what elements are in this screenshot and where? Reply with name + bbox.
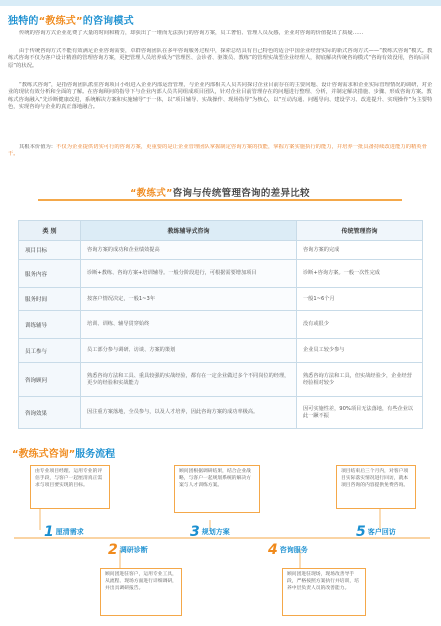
cell-text: 因可实施性差，90%项目无法落地，有些企业以此一蹶不振 [302, 405, 414, 419]
table-row [19, 241, 423, 260]
step-text: 厘清需求 [55, 528, 84, 536]
header-traditional: 传统管理咨询 [296, 221, 422, 241]
step-2-label [108, 542, 148, 558]
section-title [8, 12, 134, 27]
title-prefix: 独特的 [8, 16, 39, 27]
step-3-box: 顾问团根据调研结果，结合企业战略，与客户一起规划系统的解决方案与人才训练方案。 [174, 465, 260, 513]
paragraph-4 [8, 144, 433, 168]
cell-text: 培训、训练、辅导贯穿始终 [87, 321, 150, 327]
title-underline [38, 199, 402, 201]
row-traditional [296, 397, 422, 429]
step-number: 5 [356, 524, 366, 540]
row-coaching [81, 339, 297, 363]
flow-title-quote: “教练式咨询” [12, 449, 76, 460]
row-traditional [296, 288, 422, 311]
table-row [19, 288, 423, 311]
step-text: 调研诊断 [119, 546, 148, 554]
row-traditional [296, 363, 422, 397]
cell-text: 诊断+咨询方案。一般一次性完成 [302, 270, 380, 276]
row-coaching [81, 260, 297, 288]
cell-text: 企业员工较少参与 [302, 347, 345, 353]
row-traditional [296, 260, 422, 288]
table-title-rest: 咨询与传统管理咨询的差异比较 [172, 188, 310, 199]
row-coaching [81, 397, 297, 429]
table-title-quote: “教练式” [130, 188, 173, 199]
step-number: 1 [44, 524, 54, 540]
cell-text: 因注重方案落地，全员参与，以及人才培养，因此咨询方案的成功率极高。 [87, 409, 259, 415]
paragraph-3: “教练式咨询”，是指咨询团队派驻咨询项目小组进入企业内部运营管理，与企业内部相关人员共同探讨企业目前存在的主要问题、设计咨询需求和企业实际管理情况的调研，对企业的现状有效分析和全面的了解。在咨询顾问的指导下与企业内部人员共同组成项目团队，针对企业目前管理存在的问题进行整理、分析，并制定解决措施、步骤、形成咨询方案。教练式咨询融入“先诊断健康改进，系统解决方案和实施辅导”于一体，以“项目辅导、实战操作、现场指导”为核心，以“互动沟通、问题导向、建设学习、改进提升、实现操作”为主要特色，实现咨询与企业的真正落地融合。 [8, 82, 433, 111]
row-coaching [81, 311, 297, 339]
step-text: 咨询服务 [279, 546, 308, 554]
top-bar [0, 0, 441, 6]
cell-text: 咨询方案的成功和企业绩效提高 [87, 246, 160, 253]
comparison-table [18, 220, 423, 429]
step-text: 规划方案 [201, 528, 230, 536]
step-4-box: 顾问团进驻现场，现场改善导手段，严格按照方案执行并培训，培养中层负责人员的改善能力。 [282, 568, 366, 616]
cell-text: 诊断+教练、咨询方案+培训辅导。一般分阶段进行，可根据需要增加项目 [87, 270, 257, 276]
step-1-box: 由专业项目经理、运用专业的评估手段，与客户一起厘清真正需求与项目要实现的目标。 [30, 465, 110, 509]
step-number: 4 [268, 542, 278, 558]
title-suffix: 的咨询模式 [82, 16, 134, 27]
cell-text: 按客户情况决定，一般1~3年 [87, 295, 156, 302]
table-row [19, 311, 423, 339]
row-category: 项目目标 [19, 241, 81, 260]
flow-title [12, 445, 115, 460]
value-lead: 其根本价值为： [19, 144, 57, 150]
flow-title-rest: 服务流程 [75, 449, 116, 460]
row-category: 服务时间 [19, 288, 81, 311]
row-category: 员工参与 [19, 339, 81, 363]
step-2-box: 顾问团进驻客户，运用专业工具，从流程、现场方面进行详细调研，并出具调研报告。 [100, 568, 182, 616]
cell-text: 咨询方案的完成 [302, 246, 340, 253]
cell-text: 员工部分参与调研、访谈、方案的策划 [87, 347, 176, 353]
row-traditional [296, 311, 422, 339]
paragraph-2: 由于传统咨询方式不能有效满足企业咨询需要，卓群咨询团队在多年咨询服务过程中，探索总结具有自己特色的适合中国企业经营实际的新式咨询方式——“教练式咨询”模式。教练式咨询不仅为客户设计精准的管理咨询方案，更把管理人员培养成为“管理医、会诊者、驱策员、教练”的管理实战型企业经理人，彻底解决传统咨询模式“咨询有效没用，咨询后回原”的状况。 [8, 48, 433, 69]
cell-text: 没有或很少 [302, 321, 329, 327]
row-coaching [81, 288, 297, 311]
cell-text: 熟悉咨询方法和工具、重具较强的实战经验，都有在一定企业做过多个不同岗位的经理，更少的经验和实战能力 [87, 372, 290, 386]
cell-text: 一般1~6个月 [302, 295, 335, 302]
cell-text: 熟悉咨询方法和工具，但实战经验少，企业经营经验相对较少 [302, 372, 412, 386]
title-quote: “教练式” [38, 16, 83, 27]
row-traditional [296, 339, 422, 363]
table-title [18, 185, 422, 199]
step-1-label [44, 524, 84, 540]
header-coaching: 教练辅导式咨询 [81, 221, 297, 241]
step-5-label [356, 524, 396, 540]
table-row [19, 260, 423, 288]
step-number: 2 [108, 542, 118, 558]
row-category: 服务内容 [19, 260, 81, 288]
step-4-label [268, 542, 308, 558]
table-row [19, 339, 423, 363]
paragraph-1: 传统的咨询方式企业花费了大量的时间和精力，却获出了一堆而无法执行的咨询方案，员工奢怕、管理人员反感，企业对咨询的价值提出了质疑…… [19, 30, 364, 36]
table-header-row [19, 221, 423, 241]
row-coaching [81, 241, 297, 260]
row-category: 咨询顾问 [19, 363, 81, 397]
row-traditional [296, 241, 422, 260]
step-number: 3 [190, 524, 200, 540]
table-row [19, 397, 423, 429]
row-category: 训练辅导 [19, 311, 81, 339]
row-category: 咨询效果 [19, 397, 81, 429]
step-text: 客户回访 [367, 528, 396, 536]
row-coaching [81, 363, 297, 397]
value-highlight: 不仅为企业提供切实可行的咨询方案，更重要的是让企业管理团队掌握制定咨询方案的技能，掌握方案实施执行的能力，并培养一批具备持续改进能力的精英骨干。 [8, 144, 427, 158]
step-3-label [190, 524, 230, 540]
table-row [19, 363, 423, 397]
header-category: 类 别 [19, 221, 81, 241]
step-5-box: 项目结束后三个月内，对客户项目实际落实情况进行回访，就本项目咨询的内容提供免费咨询。 [336, 465, 416, 509]
